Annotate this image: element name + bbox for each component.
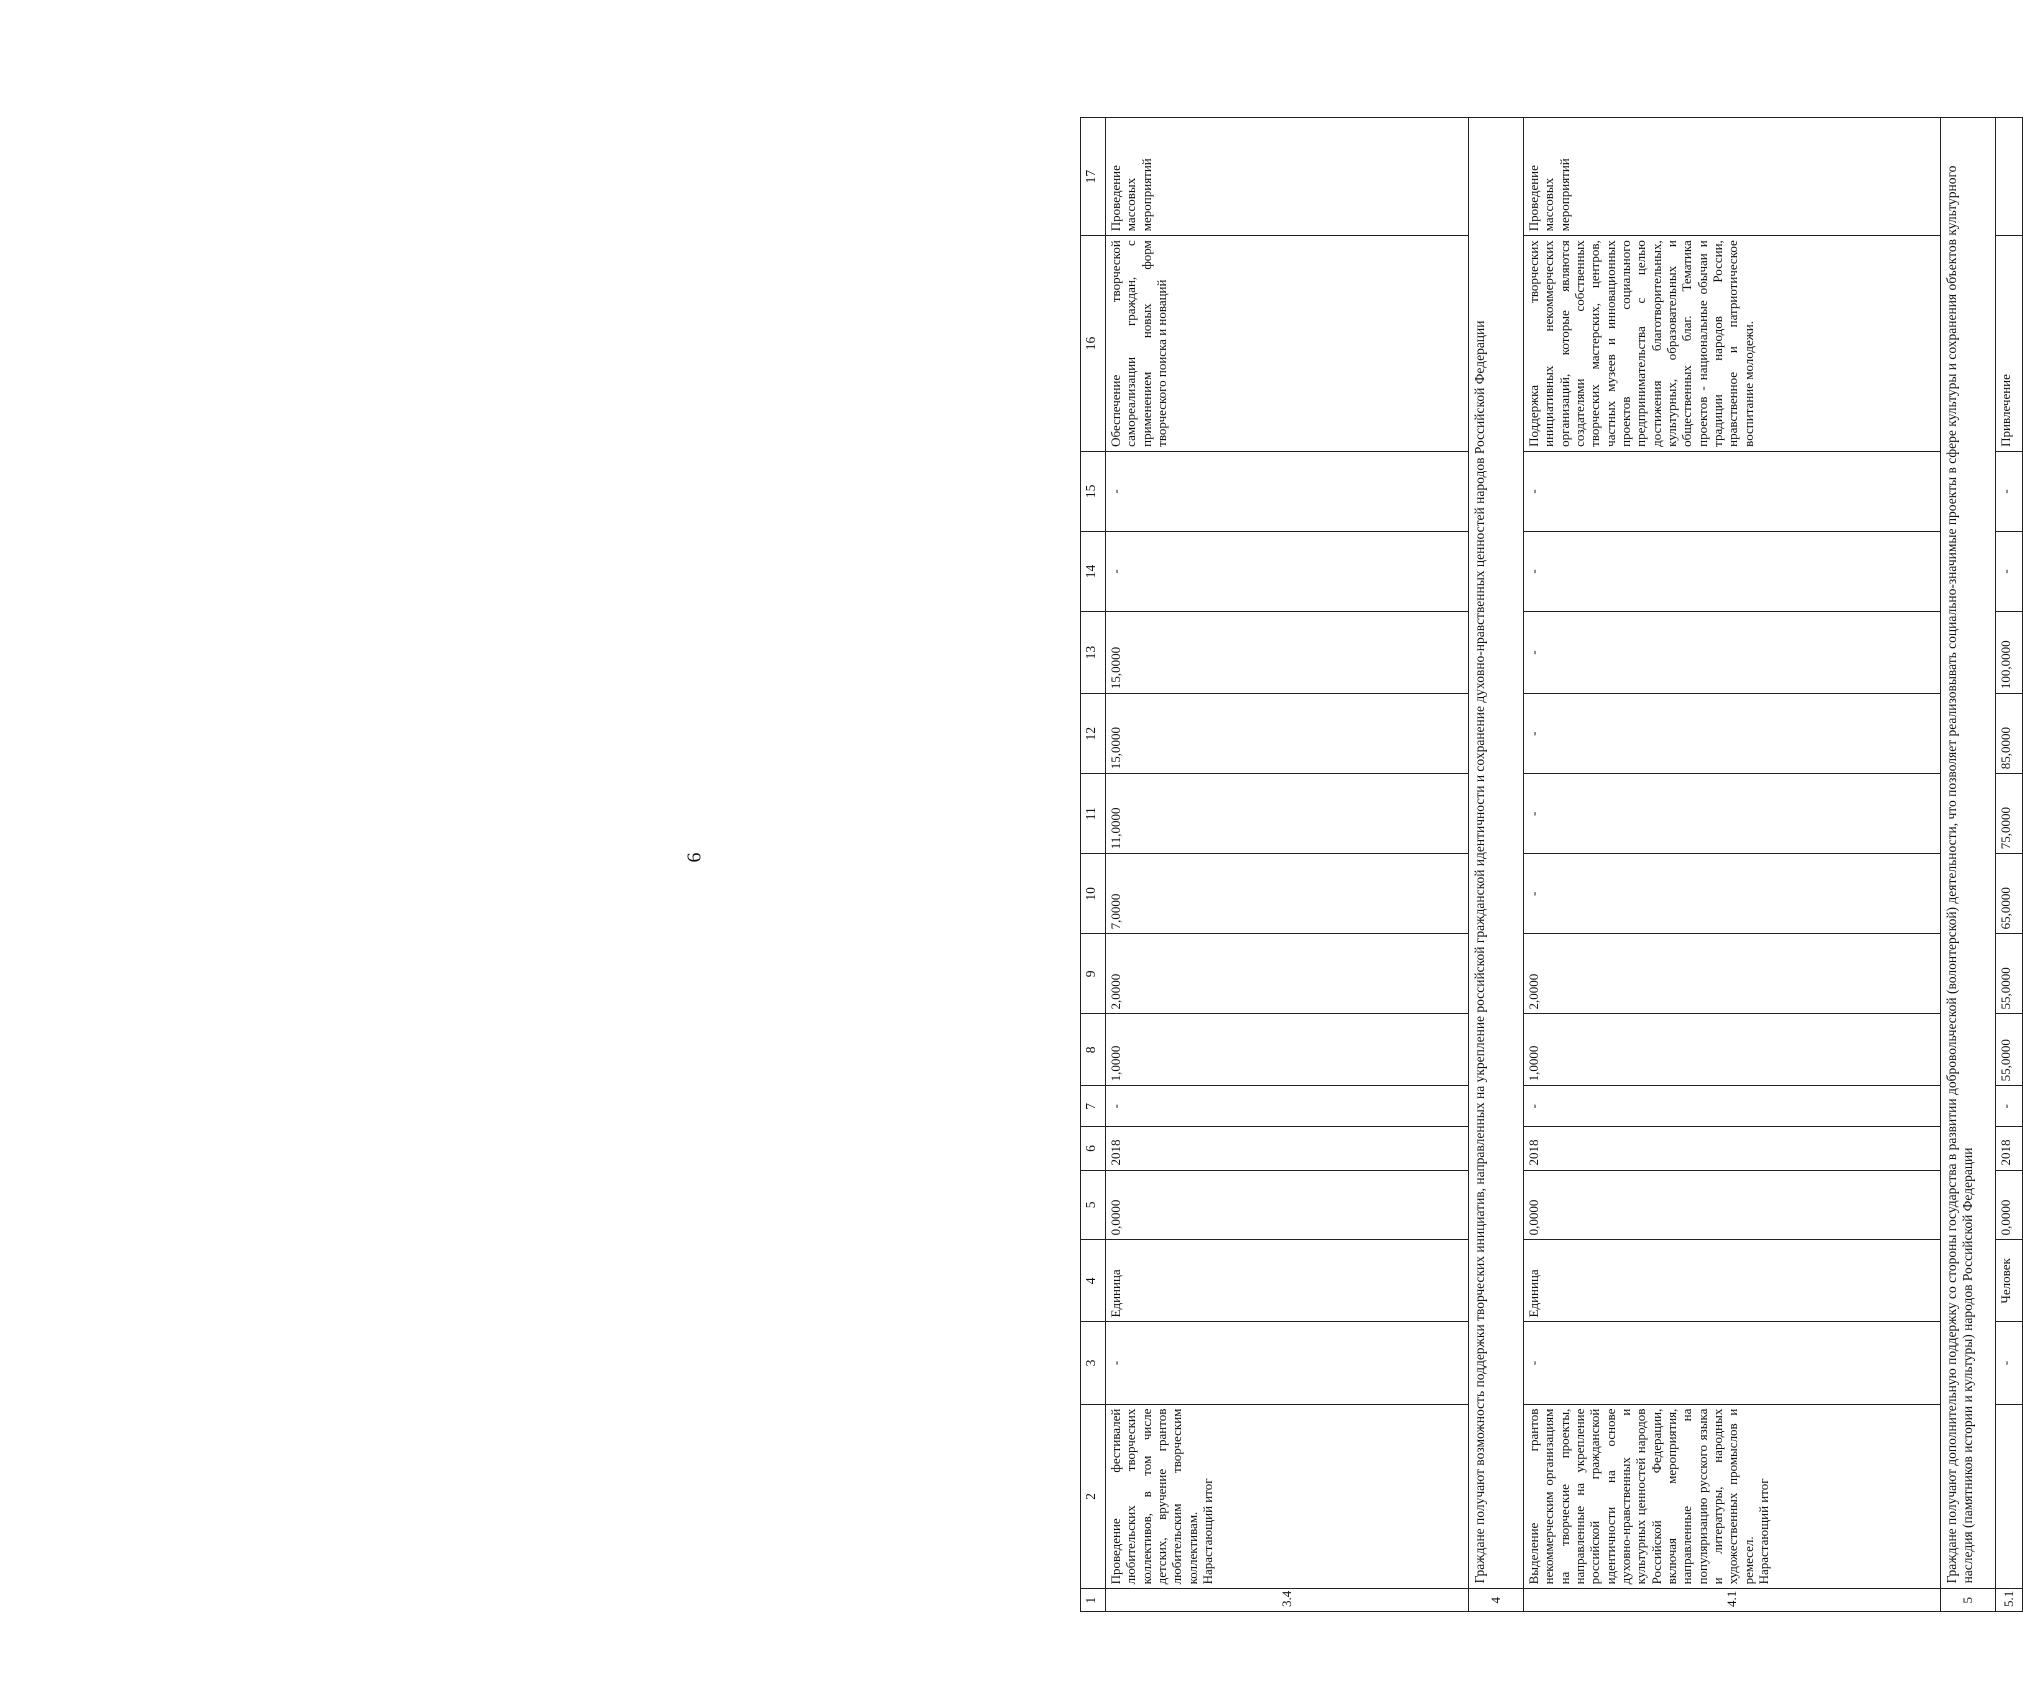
cell-col-12: 85,0000 xyxy=(1996,694,2023,774)
cell-col-11: - xyxy=(1524,774,1941,854)
header-cell: 17 xyxy=(1081,118,1106,236)
result-name xyxy=(1996,1404,2023,1589)
cell-col-15: - xyxy=(1524,451,1941,531)
cell-col-10: 7,0000 xyxy=(1106,854,1469,934)
header-cell: 12 xyxy=(1081,694,1106,774)
page-number: 6 xyxy=(683,852,706,863)
event-type-cell xyxy=(1996,118,2023,236)
section-number: 4 xyxy=(1469,1589,1524,1612)
cell-col-12: - xyxy=(1524,694,1941,774)
description-cell: Привлечение xyxy=(1996,236,2023,452)
section-title: Граждане получают дополнительную поддержку со стороны государства в развитии добровольческой (волонтерской) деятельности, что позволяет реализовывать социально-значимые проекты в сфере культуры и сохранения объектов культурного наследия (памятников истории и культуры) народов Российской Федерации xyxy=(1941,118,1996,1589)
header-cell: 6 xyxy=(1081,1127,1106,1170)
cell-col-3: - xyxy=(1106,1322,1469,1404)
cell-col-7: - xyxy=(1996,1086,2023,1127)
cell-col-15: - xyxy=(1996,451,2023,531)
unit-cell: Единица xyxy=(1524,1240,1941,1322)
rotated-table-wrapper xyxy=(1080,117,2017,1612)
cell-col-14: - xyxy=(1106,531,1469,611)
header-cell: 10 xyxy=(1081,854,1106,934)
cell-col-3: - xyxy=(1996,1322,2023,1404)
cell-col-8: 1,0000 xyxy=(1524,1014,1941,1086)
base-value: 0,0000 xyxy=(1106,1170,1469,1240)
cell-col-7: - xyxy=(1524,1086,1941,1127)
cell-col-14: - xyxy=(1524,531,1941,611)
header-cell: 2 xyxy=(1081,1404,1106,1589)
row-number: 4.1 xyxy=(1524,1589,1941,1612)
header-cell: 1 xyxy=(1081,1589,1106,1612)
header-cell: 9 xyxy=(1081,934,1106,1014)
header-cell: 11 xyxy=(1081,774,1106,854)
result-name: Проведение фестивалей любительских творческих коллективов, в том числе детских, вручение грантов любительским творческим коллективам. Нарастающий итог xyxy=(1106,1404,1469,1589)
cell-col-9: 2,0000 xyxy=(1106,934,1469,1014)
unit-cell: Единица xyxy=(1106,1240,1469,1322)
section-number: 5 xyxy=(1941,1589,1996,1612)
base-year: 2018 xyxy=(1996,1127,2023,1170)
event-type-cell: Проведение массовых мероприятий xyxy=(1106,118,1469,236)
base-year: 2018 xyxy=(1106,1127,1469,1170)
cell-col-10: 65,0000 xyxy=(1996,854,2023,934)
header-cell: 14 xyxy=(1081,531,1106,611)
cell-col-11: 75,0000 xyxy=(1996,774,2023,854)
cell-col-12: 15,0000 xyxy=(1106,694,1469,774)
base-year: 2018 xyxy=(1524,1127,1941,1170)
description-cell: Обеспечение творческой самореализации граждан, с применением новых форм творческого поиска и новаций xyxy=(1106,236,1469,452)
table-row-5-1 xyxy=(1996,118,2023,1612)
cell-col-15: - xyxy=(1106,451,1469,531)
cell-col-8: 1,0000 xyxy=(1106,1014,1469,1086)
header-cell: 13 xyxy=(1081,612,1106,694)
base-value: 0,0000 xyxy=(1996,1170,2023,1240)
table-row-4-1 xyxy=(1524,118,1941,1612)
row-number: 5.1 xyxy=(1996,1589,2023,1612)
event-type-cell: Проведение массовых мероприятий xyxy=(1524,118,1941,236)
header-cell: 4 xyxy=(1081,1240,1106,1322)
cell-col-8: 55,0000 xyxy=(1996,1014,2023,1086)
row-number: 3.4 xyxy=(1106,1589,1469,1612)
cell-col-14: - xyxy=(1996,531,2023,611)
header-cell: 8 xyxy=(1081,1014,1106,1086)
section-row-4 xyxy=(1469,118,1524,1612)
table-row-3-4 xyxy=(1106,118,1469,1612)
cell-col-13: 15,0000 xyxy=(1106,612,1469,694)
unit-cell: Человек xyxy=(1996,1240,2023,1322)
header-cell: 15 xyxy=(1081,451,1106,531)
cell-col-10: - xyxy=(1524,854,1941,934)
header-cell: 7 xyxy=(1081,1086,1106,1127)
header-row xyxy=(1081,118,1106,1612)
header-cell: 5 xyxy=(1081,1170,1106,1240)
header-cell: 16 xyxy=(1081,236,1106,452)
indicators-table xyxy=(1080,117,2023,1612)
result-name: Выделение грантов некоммерческим организациям на творческие проекты, направленные на укрепление российской гражданской идентичности на основе духовно-нравственных и культурных ценностей народов Российской Федерации, включая мероприятия, направленные на популяризацию русского языка и литературы, народных художественных промыслов и ремесел. Нарастающий итог xyxy=(1524,1404,1941,1589)
cell-col-13: - xyxy=(1524,612,1941,694)
cell-col-9: 2,0000 xyxy=(1524,934,1941,1014)
cell-col-13: 100,0000 xyxy=(1996,612,2023,694)
cell-col-7: - xyxy=(1106,1086,1469,1127)
section-title: Граждане получают возможность поддержки творческих инициатив, направленных на укрепление российской гражданской идентичности и сохранение духовно-нравственных ценностей народов Российской Федерации xyxy=(1469,118,1524,1589)
description-cell: Поддержка творческих инициативных некоммерческих организаций, которые являются создателями собственных творческих мастерских, центров, частных музеев и инновационных проектов социального предпринимательства с целью достижения благотворительных, культурных, образовательных и общественных благ. Тематика проектов - национальные обычаи и традиции народов России, нравственное и патриотическое воспитание молодежи. xyxy=(1524,236,1941,452)
cell-col-3: - xyxy=(1524,1322,1941,1404)
base-value: 0,0000 xyxy=(1524,1170,1941,1240)
cell-col-11: 11,0000 xyxy=(1106,774,1469,854)
section-row-5 xyxy=(1941,118,1996,1612)
cell-col-9: 55,0000 xyxy=(1996,934,2023,1014)
header-cell: 3 xyxy=(1081,1322,1106,1404)
